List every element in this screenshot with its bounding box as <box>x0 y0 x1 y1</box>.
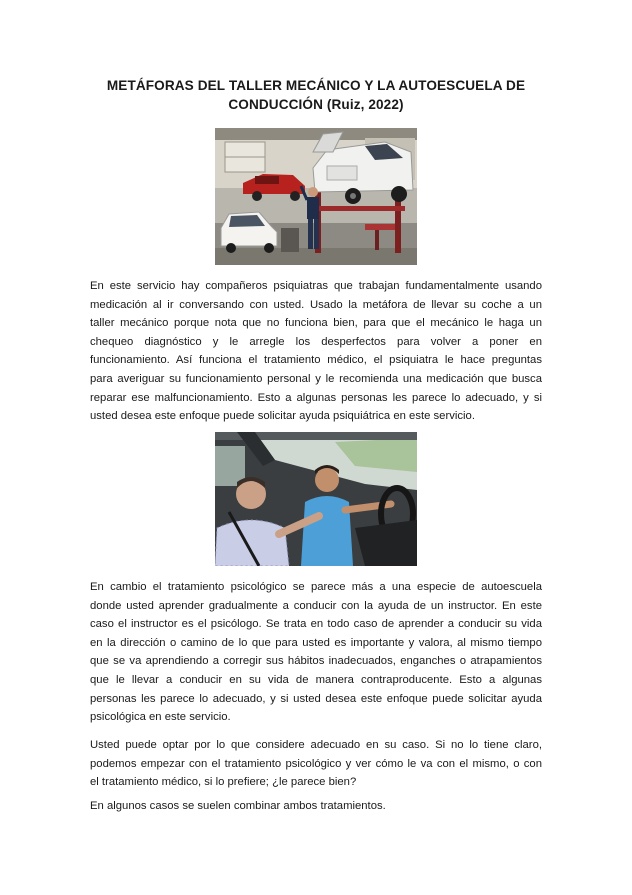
workshop-illustration <box>215 128 417 265</box>
driving-lesson-photo <box>215 432 417 566</box>
paragraph-line: en la dirección o camino de lo que para usted es importante y valora, al mismo tiempo <box>90 636 542 649</box>
paragraph-line: el tratamiento médico, si lo prefiere; ¿le parece bien? <box>90 776 357 789</box>
paragraph-line: para averiguar su funcionamiento personal y le recomienda una medicación que busca <box>90 372 542 385</box>
paragraph-line: que le llevar a conducir en su vida de manera contraproducente. Esto a algunas <box>90 673 542 686</box>
paragraph-line: taller mecánico porque nota que no funciona bien, para que el mecánico le haga un <box>90 317 542 330</box>
paragraph-choice <box>90 736 542 792</box>
paragraph-line: chequeo diagnóstico y le arregle los desperfectos para volver a poner en <box>90 335 542 348</box>
paragraph-line: reparar ese malfuncionamiento. Esto a algunas personas les parece lo adecuado, y si <box>90 391 542 404</box>
paragraph-psychiatry <box>90 277 542 426</box>
paragraph-psychology <box>90 578 542 727</box>
paragraph-line: donde usted aprender gradualmente a conducir con la ayuda de un instructor. En este <box>90 599 542 612</box>
paragraph-line: En este servicio hay compañeros psiquiatras que trabajan fundamentalmente usando <box>90 280 542 292</box>
title-line-2: CONDUCCIÓN (Ruiz, 2022) <box>228 97 404 112</box>
paragraph-line: En cambio el tratamiento psicológico se parece más a una especie de autoescuela <box>90 581 542 593</box>
paragraph-line: psicológica en este servicio. <box>90 711 231 724</box>
document-title <box>90 76 542 114</box>
paragraph-line: En algunos casos se suelen combinar ambos tratamientos. <box>90 800 386 812</box>
title-line-1: METÁFORAS DEL TALLER MECÁNICO Y LA AUTOESCUELA DE <box>106 78 526 93</box>
paragraph-combined <box>90 797 542 816</box>
car-repair-workshop-photo <box>215 128 417 265</box>
paragraph-line: medicación al ir conversando con usted. Usado la metáfora de llevar su coche a un <box>90 298 542 311</box>
paragraph-line: usted desea este enfoque puede solicitar ayuda psiquiátrica en este servicio. <box>90 410 475 423</box>
driving-illustration <box>215 432 417 566</box>
paragraph-line: que se va aprendiendo a corregir sus hábitos inadecuados, enganches o atrapamientos <box>90 655 542 668</box>
paragraph-line: podemos empezar con el tratamiento psicológico y ver cómo le va con el mismo, o con <box>90 757 542 770</box>
paragraph-line: funcionamiento. Así funciona el tratamiento médico, el psiquiatra le hace preguntas <box>90 354 542 367</box>
paragraph-line: personas les parece lo adecuado, y si usted desea este enfoque puede solicitar ayuda <box>90 692 542 705</box>
paragraph-line: Usted puede optar por lo que considere adecuado en su caso. Si no lo tiene claro, <box>90 739 542 751</box>
paragraph-line: caso el instructor es el psicólogo. Se trata en todo caso de aprender a conducir su vida <box>90 618 542 631</box>
